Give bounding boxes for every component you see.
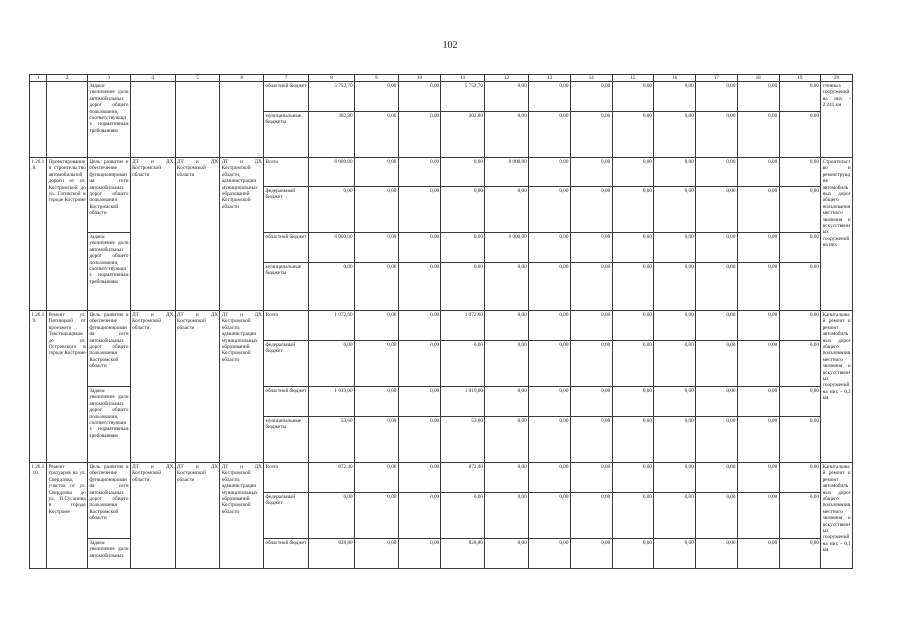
amount-cell: 0,00	[309, 187, 355, 233]
amount-cell: 302,80	[441, 112, 485, 158]
amount-cell: 0,00	[654, 493, 696, 539]
amount-cell: 6 000,00	[485, 158, 529, 187]
amount-cell: 0,00	[354, 158, 398, 187]
amount-cell: 872,40	[441, 463, 485, 493]
amount-cell: 0,00	[612, 387, 654, 417]
amount-cell: 0,00	[570, 112, 612, 158]
amount-cell: 872,40	[309, 463, 355, 493]
amount-cell: 0,00	[354, 341, 398, 387]
amount-cell: 0,00	[654, 417, 696, 463]
measure-number-cell: 1.26.1.8.	[30, 158, 47, 311]
funding-source-cell: областной бюджет	[264, 82, 309, 112]
amount-cell: 0,00	[354, 233, 398, 263]
column-number-header: 15	[612, 75, 654, 82]
amount-cell: 0,00	[441, 263, 485, 311]
goal-cell: Цель: развитие и обеспечение функционирования сети автомобильных дорог общего пользования Костромской области	[88, 158, 131, 233]
amount-cell: 0,00	[612, 233, 654, 263]
executor-cell: ДТ и ДХ Костромской области	[130, 463, 175, 569]
amount-cell: 0,00	[737, 82, 779, 112]
amount-cell: 0,00	[529, 311, 571, 341]
amount-cell: 0,00	[696, 417, 738, 463]
table-row	[30, 311, 853, 341]
amount-cell: 0,00	[696, 263, 738, 311]
amount-cell: 0,00	[696, 539, 738, 569]
amount-cell: 0,00	[309, 493, 355, 539]
column-number-header: 18	[737, 75, 779, 82]
amount-cell: 0,00	[779, 341, 821, 387]
amount-cell: 0,00	[570, 417, 612, 463]
funding-source-cell: Всего	[264, 311, 309, 341]
coexecutor-cell: ДТ и ДХ Костромской области	[175, 311, 220, 463]
amount-cell: 0,00	[612, 263, 654, 311]
amount-cell: 0,00	[398, 539, 441, 569]
amount-cell: 0,00	[441, 233, 485, 263]
table-row	[30, 158, 853, 187]
amount-cell: 0,00	[654, 387, 696, 417]
executor-cell: ДТ и ДХ Костромской области	[130, 158, 175, 311]
amount-cell: 0,00	[779, 417, 821, 463]
amount-cell: 0,00	[654, 463, 696, 493]
amount-cell: 0,00	[485, 463, 529, 493]
amount-cell: 0,00	[612, 112, 654, 158]
measure-number-cell: 1.26.1.10.	[30, 463, 47, 569]
amount-cell: 0,00	[612, 311, 654, 341]
measure-name-cell: Проектирование и строительство автомобильной дороги от ул. Костромской до ул. Гагинской в городе Костроме	[47, 158, 88, 311]
column-number-header: 11	[441, 75, 485, 82]
amount-cell: 0,00	[737, 187, 779, 233]
amount-cell: 0,00	[737, 263, 779, 311]
measure-name-cell: Ремонт ул. Пятницкой от проезжего Текстильщиков до ул. Островского в городе Костроме	[47, 311, 88, 463]
amount-cell: 0,00	[354, 263, 398, 311]
amount-cell: 5 752,70	[441, 82, 485, 112]
amount-cell: 0,00	[485, 311, 529, 341]
coexecutor-cell: ДТ и ДХ Костромской области	[175, 158, 220, 311]
amount-cell: 0,00	[570, 387, 612, 417]
amount-cell: 0,00	[441, 187, 485, 233]
amount-cell: 0,00	[737, 112, 779, 158]
task-cell: Задача: увеличение доли автомобильных дорог общего пользования, соответствующих нормативным требованиям	[88, 233, 131, 311]
amount-cell: 0,00	[654, 311, 696, 341]
funding-source-cell: федеральный бюджет	[264, 187, 309, 233]
column-number-row	[30, 75, 853, 82]
participant-cell: ДТ и ДХ Костромской области, администрации муниципальных образований Костромской области	[220, 311, 264, 463]
amount-cell: 0,00	[529, 463, 571, 493]
executor-cell	[130, 82, 175, 158]
amount-cell: 0,00	[737, 463, 779, 493]
column-number-header: 13	[529, 75, 571, 82]
amount-cell: 0,00	[612, 493, 654, 539]
amount-cell: 0,00	[654, 233, 696, 263]
amount-cell: 0,00	[654, 112, 696, 158]
amount-cell: 0,00	[612, 82, 654, 112]
amount-cell: 0,00	[570, 187, 612, 233]
amount-cell: 0,00	[354, 417, 398, 463]
goal-cell: Цель: развитие и обеспечение функционирования сети автомобильных дорог общего пользования Костромской области	[88, 463, 131, 539]
amount-cell: 0,00	[529, 187, 571, 233]
amount-cell: 828,80	[441, 539, 485, 569]
amount-cell: 0,00	[485, 263, 529, 311]
amount-cell: 1 072,60	[441, 311, 485, 341]
amount-cell: 0,00	[570, 341, 612, 387]
amount-cell: 0,00	[737, 387, 779, 417]
result-cell: Капитальный ремонт и ремонт автомобильных дорог общего пользования местного значения и искусственных сооружений на них - 0,2 км	[821, 311, 853, 463]
amount-cell: 0,00	[737, 233, 779, 263]
amount-cell: 0,00	[485, 387, 529, 417]
amount-cell: 0,00	[612, 417, 654, 463]
amount-cell: 0,00	[529, 341, 571, 387]
funding-source-cell: областной бюджет	[264, 387, 309, 417]
goal-cell: Цель: развитие и обеспечение функционирования сети автомобильных дорог общего пользования Костромской области	[88, 311, 131, 387]
executor-cell: ДТ и ДХ Костромской области	[130, 311, 175, 463]
amount-cell: 0,00	[441, 341, 485, 387]
amount-cell: 0,00	[779, 112, 821, 158]
amount-cell: 0,00	[529, 112, 571, 158]
amount-cell: 0,00	[696, 158, 738, 187]
amount-cell: 1 019,00	[441, 387, 485, 417]
amount-cell: 0,00	[696, 233, 738, 263]
amount-cell: 53,60	[309, 417, 355, 463]
amount-cell: 0,00	[779, 233, 821, 263]
amount-cell: 0,00	[398, 158, 441, 187]
column-number-header: 10	[398, 75, 441, 82]
amount-cell: 0,00	[441, 493, 485, 539]
amount-cell: 0,00	[485, 187, 529, 233]
amount-cell: 0,00	[485, 417, 529, 463]
amount-cell: 0,00	[654, 82, 696, 112]
amount-cell: 0,00	[354, 187, 398, 233]
amount-cell: 0,00	[737, 417, 779, 463]
column-number-header: 17	[696, 75, 738, 82]
amount-cell: 6 000,00	[309, 233, 355, 263]
amount-cell: 0,00	[354, 463, 398, 493]
amount-cell: 0,00	[354, 311, 398, 341]
amount-cell: 0,00	[779, 311, 821, 341]
amount-cell: 0,00	[398, 387, 441, 417]
column-number-header: 14	[570, 75, 612, 82]
amount-cell: 1 019,00	[309, 387, 355, 417]
column-number-header: 3	[88, 75, 131, 82]
amount-cell: 0,00	[485, 539, 529, 569]
amount-cell: 0,00	[570, 539, 612, 569]
amount-cell: 0,00	[696, 387, 738, 417]
amount-cell: 0,00	[354, 112, 398, 158]
amount-cell: 0,00	[779, 187, 821, 233]
amount-cell: 0,00	[779, 493, 821, 539]
column-number-header: 4	[130, 75, 175, 82]
amount-cell: 0,00	[779, 539, 821, 569]
amount-cell: 53,60	[441, 417, 485, 463]
amount-cell: 0,00	[529, 539, 571, 569]
table-row	[30, 82, 853, 112]
amount-cell: 0,00	[696, 311, 738, 341]
amount-cell: 0,00	[654, 539, 696, 569]
amount-cell: 0,00	[354, 539, 398, 569]
column-number-header: 9	[354, 75, 398, 82]
coexecutor-cell	[175, 82, 220, 158]
amount-cell: 0,00	[654, 158, 696, 187]
column-number-header: 2	[47, 75, 88, 82]
measure-number-cell	[30, 82, 47, 158]
column-number-header: 8	[309, 75, 355, 82]
amount-cell: 302,80	[309, 112, 355, 158]
amount-cell: 0,00	[398, 341, 441, 387]
amount-cell: 0,00	[398, 263, 441, 311]
amount-cell: 0,00	[654, 187, 696, 233]
column-number-header: 12	[485, 75, 529, 82]
amount-cell: 0,00	[570, 263, 612, 311]
amount-cell: 0,00	[398, 233, 441, 263]
amount-cell: 0,00	[737, 539, 779, 569]
funding-source-cell: областной бюджет	[264, 233, 309, 263]
budget-table	[29, 74, 853, 569]
amount-cell: 0,00	[485, 112, 529, 158]
table-row	[30, 463, 853, 493]
amount-cell: 0,00	[398, 187, 441, 233]
amount-cell: 6 000,00	[309, 158, 355, 187]
task-cell: Задача: увеличение доли автомобильных	[88, 539, 131, 569]
amount-cell: 0,00	[398, 493, 441, 539]
amount-cell: 828,80	[309, 539, 355, 569]
task-cell: Задача: увеличение доли автомобильных дорог общего пользования, соответствующих нормативным требованиям	[88, 387, 131, 463]
amount-cell: 0,00	[779, 387, 821, 417]
coexecutor-cell: ДТ и ДХ Костромской области	[175, 463, 220, 569]
amount-cell: 0,00	[737, 311, 779, 341]
amount-cell: 0,00	[398, 82, 441, 112]
amount-cell: 0,00	[779, 263, 821, 311]
amount-cell: 0,00	[354, 493, 398, 539]
amount-cell: 0,00	[696, 463, 738, 493]
funding-source-cell: федеральный бюджет	[264, 493, 309, 539]
amount-cell: 0,00	[779, 158, 821, 187]
amount-cell: 0,00	[485, 82, 529, 112]
amount-cell: 0,00	[570, 158, 612, 187]
amount-cell: 0,00	[309, 263, 355, 311]
amount-cell: 0,00	[529, 387, 571, 417]
amount-cell: 0,00	[529, 158, 571, 187]
amount-cell: 0,00	[779, 82, 821, 112]
amount-cell: 0,00	[485, 493, 529, 539]
amount-cell: 0,00	[570, 311, 612, 341]
participant-cell	[220, 82, 264, 158]
funding-source-cell: Всего	[264, 158, 309, 187]
amount-cell: 0,00	[612, 187, 654, 233]
measure-number-cell: 1.26.1.9.	[30, 311, 47, 463]
amount-cell: 0,00	[779, 463, 821, 493]
column-number-header: 16	[654, 75, 696, 82]
result-cell: Строительство и реконструкция автомобильных дорог общего пользования местного значения и искусственных сооружений на них	[821, 158, 853, 311]
amount-cell: 0,00	[612, 463, 654, 493]
amount-cell: 0,00	[696, 493, 738, 539]
column-number-header: 19	[779, 75, 821, 82]
amount-cell: 0,00	[529, 82, 571, 112]
funding-source-cell: Всего	[264, 463, 309, 493]
amount-cell: 0,00	[441, 158, 485, 187]
measure-name-cell	[47, 82, 88, 158]
funding-source-cell: областной бюджет	[264, 539, 309, 569]
task-cell: Задача: увеличение доли автомобильных дорог общего пользования, соответствующих нормативным требованиям	[88, 82, 131, 158]
result-cell: Капитальный ремонт и ремонт автомобильных дорог общего пользования местного значения и искусственных сооружений на них - 0,1 км	[821, 463, 853, 569]
amount-cell: 6 000,00	[485, 233, 529, 263]
amount-cell: 0,00	[398, 417, 441, 463]
funding-source-cell: муниципальные бюджеты	[264, 417, 309, 463]
amount-cell: 0,00	[737, 158, 779, 187]
amount-cell: 0,00	[309, 341, 355, 387]
amount-cell: 0,00	[529, 417, 571, 463]
amount-cell: 0,00	[696, 82, 738, 112]
column-number-header: 6	[220, 75, 264, 82]
amount-cell: 0,00	[529, 263, 571, 311]
funding-source-cell: муниципальные бюджеты	[264, 263, 309, 311]
funding-source-cell: муниципальные бюджеты	[264, 112, 309, 158]
amount-cell: 0,00	[696, 112, 738, 158]
amount-cell: 1 072,60	[309, 311, 355, 341]
amount-cell: 0,00	[570, 82, 612, 112]
column-number-header: 1	[30, 75, 47, 82]
amount-cell: 0,00	[612, 341, 654, 387]
amount-cell: 0,00	[529, 493, 571, 539]
amount-cell: 0,00	[529, 233, 571, 263]
amount-cell: 0,00	[612, 539, 654, 569]
amount-cell: 0,00	[737, 493, 779, 539]
column-number-header: 5	[175, 75, 220, 82]
amount-cell: 0,00	[398, 311, 441, 341]
measure-name-cell: Ремонт тротуаров на ул. Свердлова, участок от ул. Свердлова до ул. И.Сусанина в городе Костроме	[47, 463, 88, 569]
participant-cell: ДТ и ДХ Костромской области, администрации муниципальных образований Костромской области	[220, 158, 264, 311]
amount-cell: 0,00	[737, 341, 779, 387]
column-number-header: 7	[264, 75, 309, 82]
amount-cell: 0,00	[354, 82, 398, 112]
column-number-header: 20	[821, 75, 853, 82]
result-cell: стенных сооружений на них - 2,241 км	[821, 82, 853, 158]
amount-cell: 0,00	[570, 233, 612, 263]
page-number: 102	[442, 40, 458, 51]
amount-cell: 0,00	[570, 463, 612, 493]
amount-cell: 0,00	[612, 158, 654, 187]
participant-cell: ДТ и ДХ Костромской области, администрации муниципальных образований Костромской области	[220, 463, 264, 569]
funding-source-cell: федеральный бюджет	[264, 341, 309, 387]
amount-cell: 0,00	[354, 387, 398, 417]
amount-cell: 0,00	[570, 493, 612, 539]
amount-cell: 0,00	[696, 187, 738, 233]
amount-cell: 0,00	[485, 341, 529, 387]
amount-cell: 0,00	[696, 341, 738, 387]
amount-cell: 0,00	[654, 341, 696, 387]
amount-cell: 0,00	[654, 263, 696, 311]
amount-cell: 0,00	[398, 112, 441, 158]
amount-cell: 5 752,70	[309, 82, 355, 112]
amount-cell: 0,00	[398, 463, 441, 493]
